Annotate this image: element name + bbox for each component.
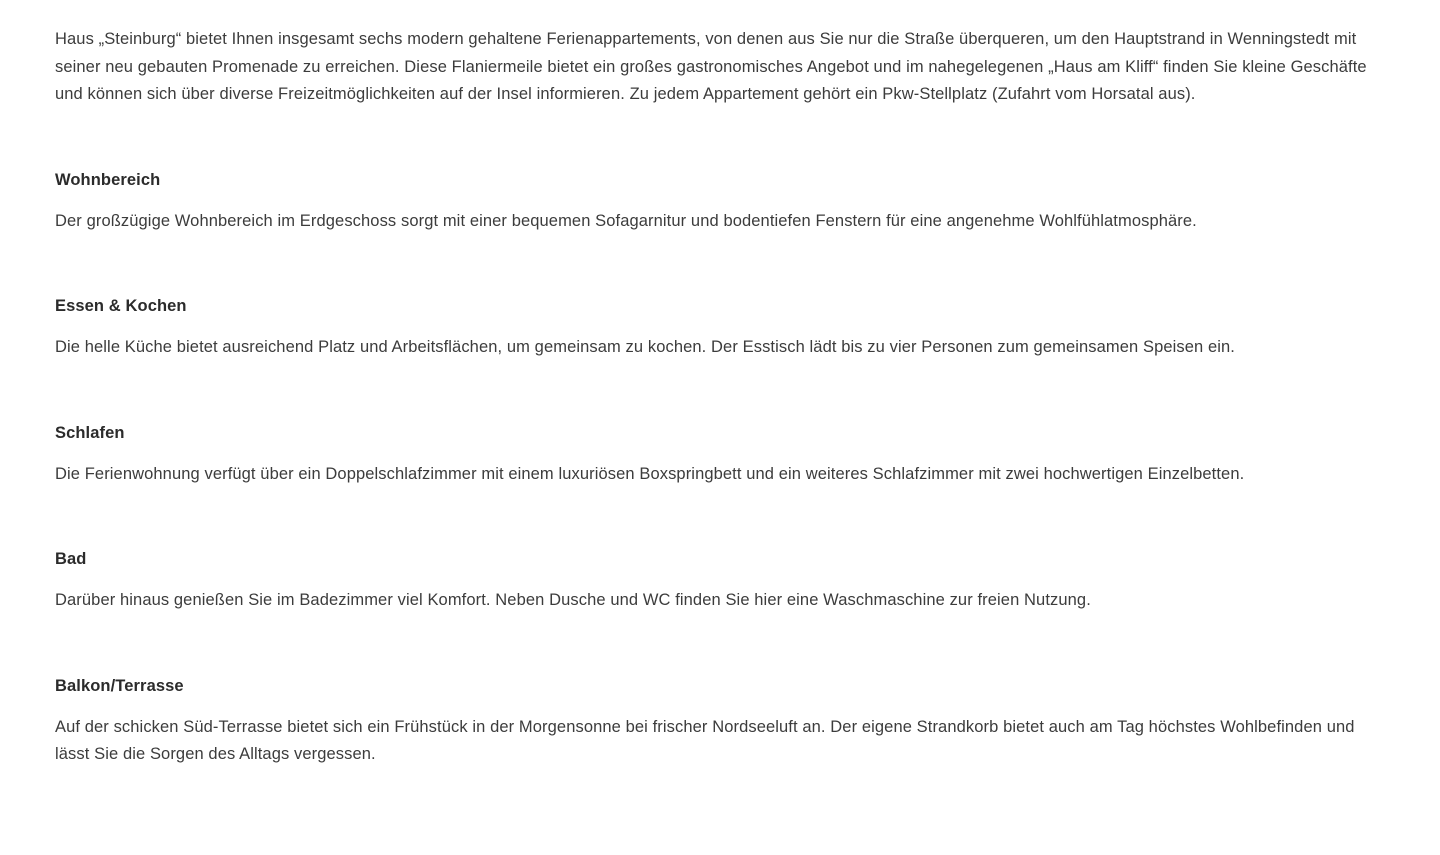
description-content: [55, 0, 1367, 769]
section-essen-kochen: [55, 293, 1367, 362]
section-wohnbereich: [55, 167, 1367, 236]
section-text-wohnbereich: Der großzügige Wohnbereich im Erdgeschoss sorgt mit einer bequemen Sofagarnitur und bodentiefen Fenstern für eine angenehme Wohlfühlatmosphäre.: [55, 211, 1197, 230]
section-heading-schlafen: Schlafen: [55, 423, 125, 442]
section-text-bad: Darüber hinaus genießen Sie im Badezimmer viel Komfort. Neben Dusche und WC finden Sie hier eine Waschmaschine zur freien Nutzung.: [55, 591, 1091, 609]
section-bad: [55, 546, 1367, 615]
section-text-balkon-terrasse: Auf der schicken Süd-Terrasse bietet sich ein Frühstück in der Morgensonne bei frischer Nordseeluft an. Der eigene Strandkorb bietet auch am Tag höchstes Wohlbefinden und lässt Sie die Sorgen des Alltags vergessen.: [55, 717, 1355, 763]
section-heading-essen-kochen: Essen & Kochen: [55, 297, 187, 315]
intro-paragraph: Haus „Steinburg“ bietet Ihnen insgesamt sechs modern gehaltene Ferienappartements, von denen aus Sie nur die Straße überqueren, um den Hauptstrand in Wenningstedt mit seiner neu gebauten Promenade zu erreichen. Diese Flaniermeile bietet ein großes gastronomisches Angebot und im nahegelegenen „Haus am Kliff“ finden Sie kleine Geschäfte und können sich über diverse Freizeitmöglichkeiten auf der Insel informieren. Zu jedem Appartement gehört ein Pkw-Stellplatz (Zufahrt vom Horsatal aus).: [55, 30, 1367, 103]
section-heading-bad: Bad: [55, 550, 87, 568]
section-heading-wohnbereich: Wohnbereich: [55, 170, 161, 189]
section-balkon-terrasse: [55, 673, 1367, 769]
section-text-schlafen: Die Ferienwohnung verfügt über ein Doppelschlafzimmer mit einem luxuriösen Boxspringbett und ein weiteres Schlafzimmer mit zwei hochwertigen Einzelbetten.: [55, 464, 1245, 483]
section-heading-balkon-terrasse: Balkon/Terrasse: [55, 676, 184, 695]
section-schlafen: [55, 420, 1367, 489]
section-text-essen-kochen: Die helle Küche bietet ausreichend Platz und Arbeitsflächen, um gemeinsam zu kochen. Der Esstisch lädt bis zu vier Personen zum gemeinsamen Speisen ein.: [55, 338, 1235, 356]
